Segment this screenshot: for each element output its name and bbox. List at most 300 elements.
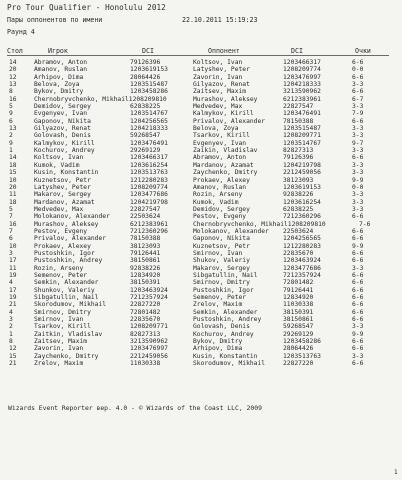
player-name: Smirnov, Ivan xyxy=(34,316,84,324)
pairing-row xyxy=(0,353,402,360)
pairing-row xyxy=(0,154,402,161)
pairing-row xyxy=(0,213,402,220)
player-name: Sibgatullin, Nail xyxy=(34,294,99,301)
opponent-dci: 92838226 xyxy=(283,191,314,199)
points-value: 6-6 xyxy=(352,301,364,309)
player-dci: 79126441 xyxy=(130,249,161,257)
table-number: 9 xyxy=(9,139,13,147)
player-name: Shunkov, Valeriy xyxy=(34,286,95,294)
pairings-table xyxy=(0,59,402,367)
player-dci: 11030338 xyxy=(130,360,161,368)
player-dci: 1203477686 xyxy=(130,191,168,199)
pairing-row xyxy=(0,309,402,316)
player-name: Gilyazov, Renat xyxy=(34,125,91,133)
table-number: 14 xyxy=(9,154,17,162)
points-value: 6-6 xyxy=(352,286,364,294)
opponent-dci: 78150388 xyxy=(283,117,314,125)
player-name: Makarov, Sergey xyxy=(34,191,91,199)
pairing-row xyxy=(0,110,402,117)
player-dci: 92838226 xyxy=(130,264,161,272)
event-title: Pro Tour Qualifier - Honolulu 2012 xyxy=(7,3,166,12)
opponent-dci: 1203458286 xyxy=(283,338,321,346)
opponent-name: Belova, Zoya xyxy=(193,125,239,133)
table-number: 5 xyxy=(9,103,13,111)
table-number: 18 xyxy=(9,198,17,206)
opponent-name: Zaikin, Vladislav xyxy=(193,147,258,155)
table-number: 16 xyxy=(9,95,17,103)
opponent-name: Arhipov, Dima xyxy=(193,345,243,353)
pairing-row xyxy=(0,228,402,235)
pairing-row xyxy=(0,184,402,191)
points-value-alt: 7-6 xyxy=(359,220,371,228)
player-name: Murashov, Aleksey xyxy=(34,220,99,228)
opponent-name: Latyshev, Peter xyxy=(193,66,250,74)
points-value: 6-6 xyxy=(352,338,364,346)
points-value: 3-3 xyxy=(352,147,364,155)
opponent-name: Koltsov, Ivan xyxy=(193,59,243,66)
player-name: Abramov, Anton xyxy=(34,59,88,66)
pairing-row xyxy=(0,316,402,323)
opponent-dci: 38123093 xyxy=(283,176,314,184)
pairing-row xyxy=(0,118,402,125)
opponent-name: Semkin, Alexander xyxy=(193,308,258,316)
points-value: 6-6 xyxy=(352,316,364,324)
opponent-name: Sibgatullin, Nail xyxy=(193,271,258,279)
points-value: 6-6 xyxy=(352,360,364,368)
points-value: 6-6 xyxy=(352,279,364,287)
opponent-name: Shukov, Valeriy xyxy=(193,257,250,265)
player-name: Skorodumov, Mikhail xyxy=(34,301,107,309)
report-subtitle: Пары оппонентов по имени xyxy=(7,16,103,24)
opponent-name: Pestov, Evgeny xyxy=(193,213,247,221)
opponent-dci: 72801482 xyxy=(283,279,314,287)
table-number: 3 xyxy=(9,316,13,324)
points-value: 3-3 xyxy=(352,264,364,272)
player-dci: 7212357924 xyxy=(130,294,168,301)
opponent-name: Privalov, Alexander xyxy=(193,117,266,125)
points-value: 3-3 xyxy=(352,125,364,133)
pairing-row xyxy=(0,81,402,88)
player-dci: 6212383961 xyxy=(130,220,168,228)
pairing-row xyxy=(0,169,402,176)
points-value: 6-6 xyxy=(352,308,364,316)
points-value: 3-3 xyxy=(352,169,364,177)
player-name: Pestov, Evgeny xyxy=(34,227,88,235)
opponent-dci: 1204218333 xyxy=(283,81,321,89)
table-number: 2 xyxy=(9,132,13,140)
player-dci: 1208209771 xyxy=(130,323,168,331)
opponent-dci: 1203616254 xyxy=(283,198,321,206)
opponent-dci: 1203463924 xyxy=(283,257,321,265)
player-name: Rozin, Arseny xyxy=(34,264,84,272)
table-number: 17 xyxy=(9,286,17,294)
opponent-dci: 1203514767 xyxy=(283,139,321,147)
points-value: 7-9 xyxy=(352,110,364,118)
player-name: Kumok, Vadim xyxy=(34,161,80,169)
points-value: 6-6 xyxy=(352,294,364,301)
player-name: Zaychenko, Dmitry xyxy=(34,352,99,360)
player-dci: 2212459056 xyxy=(130,352,168,360)
points-value: 3-3 xyxy=(352,103,364,111)
pairing-row xyxy=(0,345,402,352)
player-name: Prokaev, Alexey xyxy=(34,242,91,250)
opponent-name: Abramov, Anton xyxy=(193,154,247,162)
points-value: 6-6 xyxy=(352,271,364,279)
player-dci: 29269129 xyxy=(130,147,161,155)
points-value: 3-3 xyxy=(352,323,364,331)
player-dci: 1203458286 xyxy=(130,88,168,96)
player-dci: 28064426 xyxy=(130,73,161,81)
player-dci: 78150388 xyxy=(130,235,161,243)
opponent-dci: 2212459056 xyxy=(283,169,321,177)
player-dci: 1203513763 xyxy=(130,169,168,177)
opponent-dci: 79126396 xyxy=(283,154,314,162)
player-name: Tsarkov, Kirill xyxy=(34,323,91,331)
opponent-dci: 1203476997 xyxy=(283,73,321,81)
pairing-row xyxy=(0,191,402,198)
player-dci: 22827220 xyxy=(130,301,161,309)
opponent-dci: 1203515487 xyxy=(283,125,321,133)
pairing-row xyxy=(0,147,402,154)
player-dci: 22503624 xyxy=(130,213,161,221)
player-dci: 7212360296 xyxy=(130,227,168,235)
points-value: 3-3 xyxy=(352,191,364,199)
player-dci: 72801482 xyxy=(130,308,161,316)
player-name: Semenov, Peter xyxy=(34,271,88,279)
opponent-dci: 22827547 xyxy=(283,103,314,111)
opponent-dci-column-header: DCI xyxy=(291,47,303,55)
opponent-name: Zavorin, Ivan xyxy=(193,73,243,81)
opponent-dci: 1208209774 xyxy=(283,66,321,74)
opponent-dci: 12834920 xyxy=(283,294,314,301)
table-number: 17 xyxy=(9,257,17,265)
player-name: Kochurov, Andrey xyxy=(34,147,95,155)
player-name: Chernobryvchenko, Mikhail1208209810 xyxy=(34,95,167,103)
table-number: 13 xyxy=(9,81,17,89)
player-name: Pustoshkin, Igor xyxy=(34,249,95,257)
dci-column-header: DCI xyxy=(142,47,154,55)
points-value: 6-6 xyxy=(352,213,364,221)
opponent-name: Gaponov, Nikita xyxy=(193,235,250,243)
points-value: 9-9 xyxy=(352,176,364,184)
opponent-dci: 22827220 xyxy=(283,360,314,368)
table-number: 18 xyxy=(9,161,17,169)
points-value: 3-3 xyxy=(352,205,364,213)
player-dci: 1203476997 xyxy=(130,345,168,353)
player-name: Bykov, Dmitry xyxy=(34,88,84,96)
pairing-row xyxy=(0,338,402,345)
table-number: 15 xyxy=(9,169,17,177)
player-dci: 1204256565 xyxy=(130,117,168,125)
pairing-row xyxy=(0,287,402,294)
table-number: 11 xyxy=(9,191,17,199)
opponent-column-header: Оппонент xyxy=(208,47,240,55)
opponent-dci: 82827313 xyxy=(283,147,314,155)
player-dci: 38123093 xyxy=(130,242,161,250)
pairing-row xyxy=(0,96,402,103)
table-number: 10 xyxy=(9,176,17,184)
opponent-dci: 59268547 xyxy=(283,323,314,331)
pairing-row xyxy=(0,199,402,206)
table-column-header: Стол xyxy=(7,47,23,55)
opponent-dci: 38150391 xyxy=(283,308,314,316)
player-dci: 38150391 xyxy=(130,279,161,287)
player-name: Smirnov, Dmitry xyxy=(34,308,91,316)
player-name: Medvedev, Max xyxy=(34,205,84,213)
table-number: 1 xyxy=(9,330,13,338)
points-value: 6-6 xyxy=(352,88,364,96)
opponent-dci: 1203619153 xyxy=(283,183,321,191)
table-number: 21 xyxy=(9,301,17,309)
opponent-name: Semenov, Peter xyxy=(193,294,247,301)
pairing-row xyxy=(0,140,402,147)
opponent-name: Kalmykov, Kirill xyxy=(193,110,254,118)
player-name: Demidov, Sergey xyxy=(34,103,91,111)
opponent-dci: 22835670 xyxy=(283,249,314,257)
opponent-dci: 1203477686 xyxy=(283,264,321,272)
points-value: 0-0 xyxy=(352,66,364,74)
table-number: 4 xyxy=(9,308,13,316)
player-dci: 62838225 xyxy=(130,103,161,111)
points-value: 9-7 xyxy=(352,139,364,147)
table-number: 19 xyxy=(9,271,17,279)
table-number: 12 xyxy=(9,345,17,353)
points-value: 6-6 xyxy=(352,73,364,81)
player-name: Molokanov, Alexander xyxy=(34,213,110,221)
opponent-name: Rozin, Arseny xyxy=(193,191,243,199)
opponent-dci: 28064426 xyxy=(283,345,314,353)
player-dci: 1203514767 xyxy=(130,110,168,118)
player-dci: 1204219798 xyxy=(130,198,168,206)
opponent-name: Demidov, Sergey xyxy=(193,205,250,213)
opponent-name: Golovash, Denis xyxy=(193,323,250,331)
player-dci: 59268547 xyxy=(130,132,161,140)
opponent-name: Mardanov, Azamat xyxy=(193,161,254,169)
points-value: 6-6 xyxy=(352,227,364,235)
opponent-name: Molokanov, Alexander xyxy=(193,227,269,235)
player-dci: 1204218333 xyxy=(130,125,168,133)
table-number: 4 xyxy=(9,279,13,287)
opponent-name: Skorodumov, Mikhail xyxy=(193,360,266,368)
table-number: 13 xyxy=(9,125,17,133)
player-dci: 82827313 xyxy=(130,330,161,338)
table-number: 21 xyxy=(9,360,17,368)
pairing-row xyxy=(0,177,402,184)
pairing-row xyxy=(0,88,402,95)
opponent-dci: 1203476491 xyxy=(283,110,321,118)
points-value: 9-9 xyxy=(352,330,364,338)
table-number: 20 xyxy=(9,66,17,74)
opponent-name: Medvedev, Max xyxy=(193,103,243,111)
player-name: Evgenyev, Ivan xyxy=(34,110,88,118)
opponent-dci: 22503624 xyxy=(283,227,314,235)
points-value: 6-6 xyxy=(352,59,364,66)
points-value: 6-6 xyxy=(352,154,364,162)
footer-note: Wizards Event Reporter вер. 4.0 - © Wizards of the Coast LLC, 2009 xyxy=(8,404,262,412)
opponent-dci: 1208209771 xyxy=(283,132,321,140)
player-name: Pustoshkin, Andrey xyxy=(34,257,103,265)
table-number: 5 xyxy=(9,205,13,213)
opponent-name: Kusin, Konstantin xyxy=(193,352,258,360)
pairing-row xyxy=(0,272,402,279)
pairing-row xyxy=(0,331,402,338)
table-number: 1 xyxy=(9,147,13,155)
player-name: Koltsov, Ivan xyxy=(34,154,84,162)
table-number: 9 xyxy=(9,110,13,118)
opponent-name: Prokaev, Alexey xyxy=(193,176,250,184)
player-name: Arhipov, Dima xyxy=(34,73,84,81)
pairing-row xyxy=(0,360,402,367)
opponent-name: Kumok, Vadim xyxy=(193,198,239,206)
pairing-row xyxy=(0,243,402,250)
opponent-dci: 38150861 xyxy=(283,316,314,324)
table-number: 10 xyxy=(9,242,17,250)
pairing-row xyxy=(0,294,402,301)
player-name: Zaitsev, Maxim xyxy=(34,338,88,346)
table-number: 6 xyxy=(9,235,13,243)
opponent-dci: 7212360296 xyxy=(283,213,321,221)
pairing-row xyxy=(0,265,402,272)
player-name: Gaponov, Nikita xyxy=(34,117,91,125)
player-name: Kalmykov, Kirill xyxy=(34,139,95,147)
player-dci: 22827547 xyxy=(130,205,161,213)
opponent-name: Smirnov, Dmitry xyxy=(193,279,250,287)
pairing-row xyxy=(0,301,402,308)
table-number: 19 xyxy=(9,294,17,301)
opponent-name: Kochurov, Andrey xyxy=(193,330,254,338)
opponent-name: Makarov, Sergey xyxy=(193,264,250,272)
points-value: 6-6 xyxy=(352,257,364,265)
pairing-row xyxy=(0,103,402,110)
points-value: 6-6 xyxy=(352,249,364,257)
pairing-row xyxy=(0,257,402,264)
player-dci: 1203619153 xyxy=(130,66,168,74)
table-number: 7 xyxy=(9,227,13,235)
player-dci: 1212280283 xyxy=(130,176,168,184)
player-name: Kuznetsov, Petr xyxy=(34,176,91,184)
pairing-row xyxy=(0,125,402,132)
opponent-name: Kuznetsov, Petr xyxy=(193,242,250,250)
opponent-name: Chernobryvchenko, Mikhail1208209810 xyxy=(193,220,326,228)
opponent-name: Gilyazov, Renat xyxy=(193,81,250,89)
opponent-dci: 29269129 xyxy=(283,330,314,338)
opponent-dci: 1203513763 xyxy=(283,352,321,360)
table-number: 7 xyxy=(9,213,13,221)
opponent-dci: 3213590962 xyxy=(283,88,321,96)
opponent-name: Zaychenko, Dmitry xyxy=(193,169,258,177)
player-dci: 1203463924 xyxy=(130,286,168,294)
points-value: 6-7 xyxy=(352,95,364,103)
opponent-name: Tsarkov, Kirill xyxy=(193,132,250,140)
player-dci: 22835670 xyxy=(130,316,161,324)
report-timestamp: 22.10.2011 15:19:23 xyxy=(182,16,258,24)
table-number: 2 xyxy=(9,323,13,331)
page-number: 1 xyxy=(394,469,398,476)
opponent-name: Smirnov, Ivan xyxy=(193,249,243,257)
points-value: 3-3 xyxy=(352,81,364,89)
opponent-dci: 79126441 xyxy=(283,286,314,294)
pairing-row xyxy=(0,235,402,242)
pairing-row xyxy=(0,279,402,286)
points-value: 9-9 xyxy=(352,242,364,250)
points-value: 3-3 xyxy=(352,352,364,360)
table-number: 11 xyxy=(9,264,17,272)
table-number: 14 xyxy=(9,59,17,66)
player-dci: 38150861 xyxy=(130,257,161,265)
pairing-row xyxy=(0,162,402,169)
points-value: 6-6 xyxy=(352,235,364,243)
player-dci: 1203515487 xyxy=(130,81,168,89)
opponent-dci: 1212280283 xyxy=(283,242,321,250)
points-value: 3-3 xyxy=(352,161,364,169)
pairing-row xyxy=(0,74,402,81)
opponent-name: Pustoshkin, Andrey xyxy=(193,316,262,324)
opponent-dci: 7212357924 xyxy=(283,271,321,279)
opponent-dci: 1203466317 xyxy=(283,59,321,66)
player-dci: 1203616254 xyxy=(130,161,168,169)
opponent-name: Zaitsev, Maxim xyxy=(193,88,247,96)
player-dci: 79126396 xyxy=(130,59,161,66)
player-name: Latyshev, Peter xyxy=(34,183,91,191)
round-label: Раунд 4 xyxy=(7,28,35,36)
player-dci: 1203476491 xyxy=(130,139,168,147)
table-number: 6 xyxy=(9,117,13,125)
player-name: Zaitkin, Vladislav xyxy=(34,330,103,338)
player-name: Belova, Zoya xyxy=(34,81,80,89)
table-number: 12 xyxy=(9,73,17,81)
opponent-dci: 11030338 xyxy=(283,301,314,309)
player-dci: 1208209774 xyxy=(130,183,168,191)
opponent-name: Zrelov, Maxim xyxy=(193,301,243,309)
pairing-row xyxy=(0,323,402,330)
pairing-row xyxy=(0,221,402,228)
table-number: 20 xyxy=(9,183,17,191)
player-name: Golovash, Denis xyxy=(34,132,91,140)
pairing-row xyxy=(0,59,402,66)
points-value: 6-6 xyxy=(352,117,364,125)
opponent-dci: 1204219798 xyxy=(283,161,321,169)
player-name: Privalov, Alexander xyxy=(34,235,107,243)
player-name: Kusin, Konstantin xyxy=(34,169,99,177)
player-dci: 1203466317 xyxy=(130,154,168,162)
player-name: Semkin, Alexander xyxy=(34,279,99,287)
table-number: 16 xyxy=(9,220,17,228)
opponent-dci: 62838225 xyxy=(283,205,314,213)
player-dci: 12834920 xyxy=(130,271,161,279)
player-name: Zavorin, Ivan xyxy=(34,345,84,353)
table-number: 3 xyxy=(9,249,13,257)
opponent-name: Amanov, Ruslan xyxy=(193,183,247,191)
pairing-row xyxy=(0,66,402,73)
points-value: 0-0 xyxy=(352,183,364,191)
opponent-name: Bykov, Dmitry xyxy=(193,338,243,346)
player-dci: 3213590962 xyxy=(130,338,168,346)
player-name: Amanov, Ruslan xyxy=(34,66,88,74)
pairing-row xyxy=(0,206,402,213)
table-number: 8 xyxy=(9,88,13,96)
player-column-header: Игрок xyxy=(48,47,68,55)
points-column-header: Очки xyxy=(355,47,371,55)
points-value: 6-6 xyxy=(352,345,364,353)
pairing-row xyxy=(0,132,402,139)
points-value: 3-3 xyxy=(352,132,364,140)
header-divider xyxy=(7,55,389,56)
table-number: 15 xyxy=(9,352,17,360)
opponent-name: Evgenyev, Ivan xyxy=(193,139,247,147)
opponent-dci: 6212383961 xyxy=(283,95,321,103)
opponent-name: Murashov, Aleksey xyxy=(193,95,258,103)
table-number: 8 xyxy=(9,338,13,346)
